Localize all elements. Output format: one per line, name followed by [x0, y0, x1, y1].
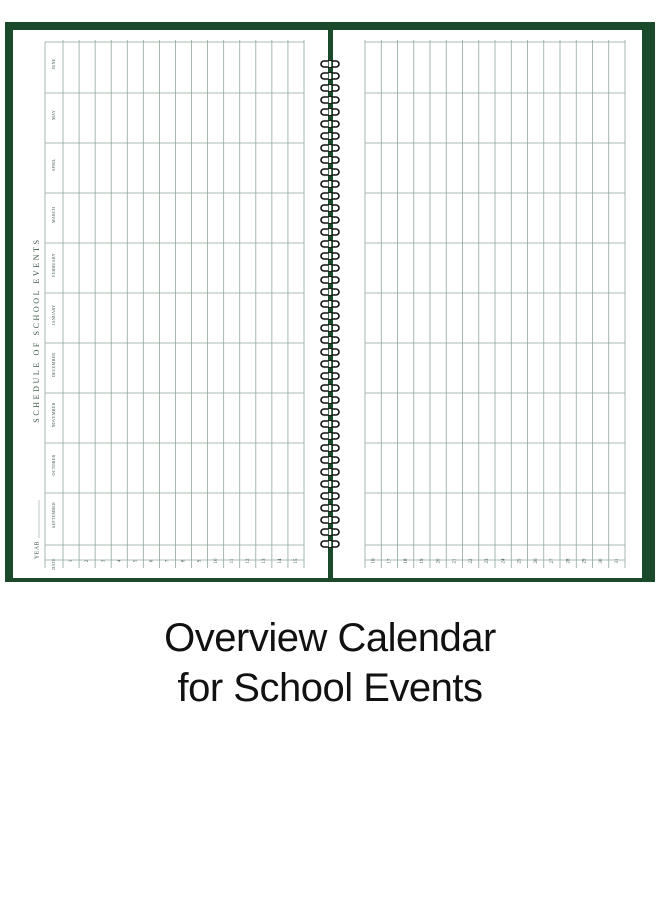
- day-number: 3: [101, 559, 107, 563]
- left-page: [13, 30, 328, 578]
- day-number: 29: [582, 558, 588, 564]
- right-page-grid: [333, 30, 642, 578]
- day-number: 26: [533, 558, 539, 564]
- day-number: 4: [117, 559, 123, 563]
- month-label: JUNE: [50, 58, 56, 70]
- day-number: 8: [181, 559, 187, 563]
- date-label: DATE: [50, 558, 56, 570]
- day-number: 10: [213, 558, 219, 564]
- month-label: OCTOBER: [50, 454, 56, 476]
- year-label: YEAR: [34, 540, 41, 560]
- day-number: 15: [294, 558, 300, 564]
- day-number: 16: [371, 558, 377, 564]
- left-page-grid: [13, 30, 328, 578]
- day-number: 24: [501, 558, 507, 564]
- month-label: APRIL: [50, 158, 56, 172]
- day-number: 9: [197, 559, 203, 563]
- day-number: 20: [436, 558, 442, 564]
- month-label: FEBRUARY: [50, 253, 56, 277]
- day-number: 28: [566, 558, 572, 564]
- day-number: 19: [420, 558, 426, 564]
- day-number: 27: [550, 558, 556, 564]
- day-number: 17: [387, 558, 393, 564]
- day-number: 25: [517, 558, 523, 564]
- month-label: JANUARY: [50, 304, 56, 326]
- day-number: 5: [133, 559, 139, 563]
- day-number: 11: [229, 558, 235, 564]
- day-number: 30: [598, 558, 604, 564]
- day-number: 23: [485, 558, 491, 564]
- month-label: MARCH: [50, 206, 56, 224]
- day-number: 7: [165, 559, 171, 563]
- day-number: 1: [69, 559, 75, 563]
- day-number: 21: [452, 558, 458, 564]
- day-number: 6: [149, 559, 155, 563]
- month-label: NOVEMBER: [50, 402, 56, 428]
- spiral-rings: [318, 58, 342, 550]
- caption-line-1: Overview Calendar: [164, 616, 496, 660]
- day-number: 18: [403, 558, 409, 564]
- right-page: [333, 30, 642, 578]
- schedule-heading: SCHEDULE OF SCHOOL EVENTS: [31, 237, 41, 423]
- day-number: 14: [278, 558, 284, 564]
- caption-line-2: for School Events: [177, 666, 483, 710]
- day-number: 2: [85, 559, 91, 563]
- day-number: 12: [245, 558, 251, 564]
- month-label: SEPTEMBER: [50, 502, 56, 528]
- month-label: DECEMBER: [50, 352, 56, 378]
- day-number: 22: [468, 558, 474, 564]
- day-number: 31: [615, 558, 621, 564]
- month-label: MAY: [50, 110, 56, 120]
- day-number: 13: [261, 558, 267, 564]
- spiral-binding: [318, 58, 342, 550]
